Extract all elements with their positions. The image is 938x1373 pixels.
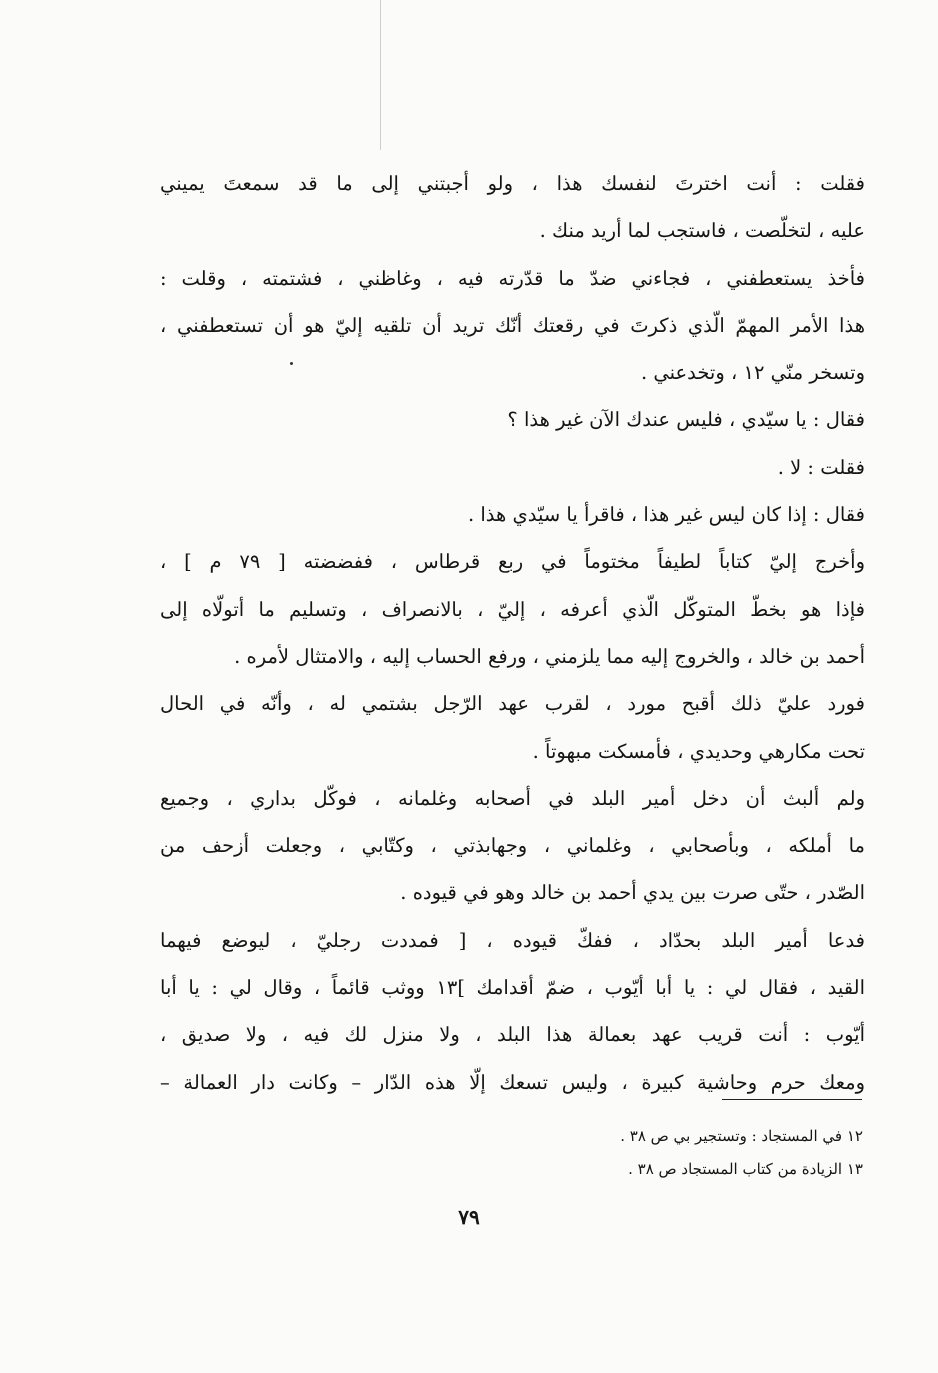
page-number: ٧٩ — [458, 1205, 480, 1229]
text-line: فقلت : أنت اخترتَ لنفسك هذا ، ولو أجبتني إلى ما قد سمعتَ يميني — [160, 172, 865, 195]
footnotes — [440, 1120, 863, 1186]
main-text — [160, 160, 865, 1106]
text-line: فإذا هو بخطّ المتوكّل الّذي أعرفه ، إليّ ، بالانصراف ، وتسليم ما أتولّاه إلى — [160, 597, 865, 621]
scan-speck — [290, 362, 293, 365]
text-line: فدعا أمير البلد بحدّاد ، ففكّ قيوده ، [ فمددت رجليّ ، ليوضع فيهما — [160, 928, 865, 952]
footnote-separator — [722, 1099, 862, 1100]
text-line: الصّدر ، حتّى صرت بين يدي أحمد بن خالد وهو في قيوده . — [400, 881, 865, 905]
text-line: ولم ألبث أن دخل أمير البلد في أصحابه وغلمانه ، فوكّل بداري ، وجميع — [160, 786, 865, 810]
text-line: أيّوب : أنت قريب عهد بعمالة هذا البلد ، ولا منزل لك فيه ، ولا صديق ، — [160, 1023, 865, 1047]
text-line: تحت مكارهي وحديدي ، فأمسكت مبهوتاً . — [532, 739, 865, 763]
text-line: عليه ، لتخلّصت ، فاستجب لما أريد منك . — [539, 219, 865, 243]
page-gutter-line — [380, 0, 381, 150]
text-line: أحمد بن خالد ، والخروج إليه مما يلزمني ، ورفع الحساب إليه ، والامتثال لأمره . — [234, 644, 865, 668]
text-line: وتسخر منّي ١٢ ، وتخدعني . — [640, 361, 865, 385]
text-line: القيد ، فقال لي : يا أبا أيّوب ، ضمّ أقدامك ]١٣ ووثب قائماً ، وقال لي : يا أبا — [160, 976, 865, 1000]
footnote-13: ١٣ الزيادة من كتاب المستجاد ص ٣٨ . — [628, 1160, 863, 1178]
text-line: فقال : إذا كان ليس غير هذا ، فاقرأ يا سيّدي هذا . — [467, 503, 865, 527]
text-line: ومعك حرم وحاشية كبيرة ، وليس تسعك إلّا هذه الدّار – وكانت دار العمالة – — [160, 1070, 865, 1094]
text-line: ما أملكه ، وبأصحابي ، وغلماني ، وجهابذتي ، وكتّابي ، وجعلت أزحف من — [160, 834, 865, 858]
text-line: فقال : يا سيّدي ، فليس عندك الآن غير هذا ؟ — [507, 408, 865, 432]
text-line: فورد عليّ ذلك أقبح مورد ، لقرب عهد الرّجل بشتمي له ، وأنّه في الحال — [160, 692, 865, 716]
text-line: فقلت : لا . — [777, 455, 865, 479]
text-line: هذا الأمر المهمّ الّذي ذكرتَ في رقعتك أنّك تريد أن تلقيه إليّ هو أن تستعطفني ، — [160, 313, 865, 337]
footnote-12: ١٢ في المستجاد : وتستجير بي ص ٣٨ . — [620, 1127, 863, 1145]
text-line: وأخرج إليّ كتاباً لطيفاً مختوماً في ربع قرطاس ، ففضضته [ ٧٩ م ] ، — [160, 550, 865, 574]
text-line: فأخذ يستعطفني ، فجاءني ضدّ ما قدّرته فيه ، وغاظني ، فشتمته ، وقلت : — [160, 266, 865, 290]
